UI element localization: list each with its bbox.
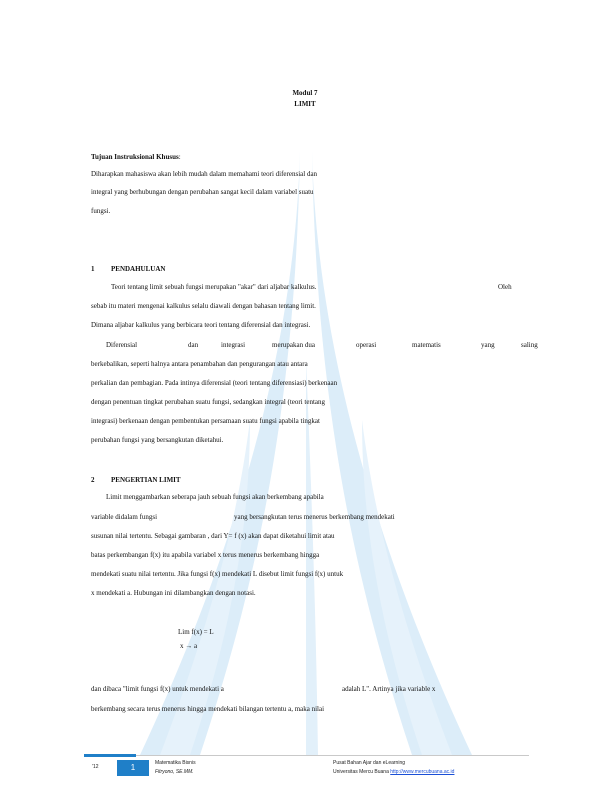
intro-paragraph-line: Dimana aljabar kalkulus yang berbicara teori tentang diferensial dan integrasi. [91,321,311,329]
section-1-heading: PENDAHULUAN [111,265,166,273]
limit-paragraph-line: batas perkembangan f(x) itu apabila variabel x terus menerus berkembang hingga [91,551,320,559]
intro-paragraph-line: sebab itu materi mengenai kalkulus selalu diawali dengan bahasan tentang limit. [91,302,316,310]
footer-university-row [333,769,454,776]
intro-paragraph-line-end: Oleh [498,283,512,291]
module-number: Modul 7 [292,89,318,97]
limit-paragraph-line: susunan nilai tertentu. Sebagai gambaran , dari Y= f (x) akan dapat diketahui limit atau [91,532,335,540]
section-2-number: 2 [91,476,95,484]
objectives-line: fungsi. [91,207,111,215]
justified-word: merupakan dua [272,341,315,349]
objectives-heading-colon: : [178,153,181,161]
explanation-line-right: adalah L". Artinya jika variable x [342,685,436,693]
footer-author: Fitryono, SE.MM. [155,769,194,775]
limit-paragraph-line-left: variable didalam fungsi [91,513,158,521]
justified-word: dan [188,341,199,349]
limit-paragraph-line: Limit menggambarkan seberapa jauh sebuah fungsi akan berkembang apabila [106,493,324,501]
footer-url-link[interactable]: http://www.mercubuana.ac.id [390,769,455,775]
intro-paragraph-line: Teori tentang limit sebuah fungsi merupakan "akar" dari aljabar kalkulus. [111,283,317,291]
footer-center-name: Pusat Bahan Ajar dan eLearning [333,760,405,766]
paragraph-line: perubahan fungsi yang bersangkutan diketahui. [91,436,224,444]
page-title: LIMIT [294,100,316,108]
footer-accent-bar [84,754,136,757]
objectives-line: integral yang berhubungan dengan perubahan sangat kecil dalam variabel suatu [91,188,314,196]
justified-word: operasi [356,341,377,349]
explanation-line: berkembang secara terus menerus hingga mendekati bilangan tertentu a, maka nilai [91,705,325,713]
justified-word: integrasi [221,341,246,349]
justified-word: yang [481,341,495,349]
limit-paragraph-line: mendekati suatu nilai tertentu. Jika fungsi f(x) mendekati L disebut limit fungsi f(x) untuk [91,570,344,578]
paragraph-line: dengan penentuan tingkat perubahan suatu fungsi, sedangkan integral (teori tentang [91,398,326,406]
objectives-heading: Tujuan Instruksional Khusus [91,153,179,161]
limit-formula: Lim f(x) = L [178,628,214,636]
limit-paragraph-line-right: yang bersangkutan terus menerus berkembang mendekati [234,513,395,521]
objectives-heading-row [91,153,181,162]
explanation-line-left: dan dibaca "limit fungsi f(x) untuk mendekati a [91,685,224,693]
section-2-heading: PENGERTIAN LIMIT [111,476,181,484]
limit-formula-subscript: x → a [180,642,198,650]
section-1-number: 1 [91,265,95,273]
limit-paragraph-line: x mendekati a. Hubungan ini dilambangkan dengan notasi. [91,589,256,597]
footer-course: Matematika Bisnis [155,760,196,766]
paragraph-line: perkalian dan pembagian. Pada intinya diferensial (teori tentang diferensiasi) berkenaan [91,379,338,387]
justified-word: saling [521,341,538,349]
footer-university: Universitas Mercu Buana [333,769,389,775]
footer-divider [84,755,529,756]
footer-code: '12 [92,764,99,770]
justified-word: Diferensial [106,341,138,349]
justified-word: matematis [412,341,441,349]
paragraph-line: integrasi) berkenaan dengan pembentukan persamaan suatu fungsi apabila tingkat [91,417,320,425]
page-number: 1 [117,760,149,776]
objectives-line: Diharapkan mahasiswa akan lebih mudah dalam memahami teori diferensial dan [91,170,318,178]
paragraph-line: berkebalikan, seperti halnya antara penambahan dan pengurangan atau antara [91,360,308,368]
